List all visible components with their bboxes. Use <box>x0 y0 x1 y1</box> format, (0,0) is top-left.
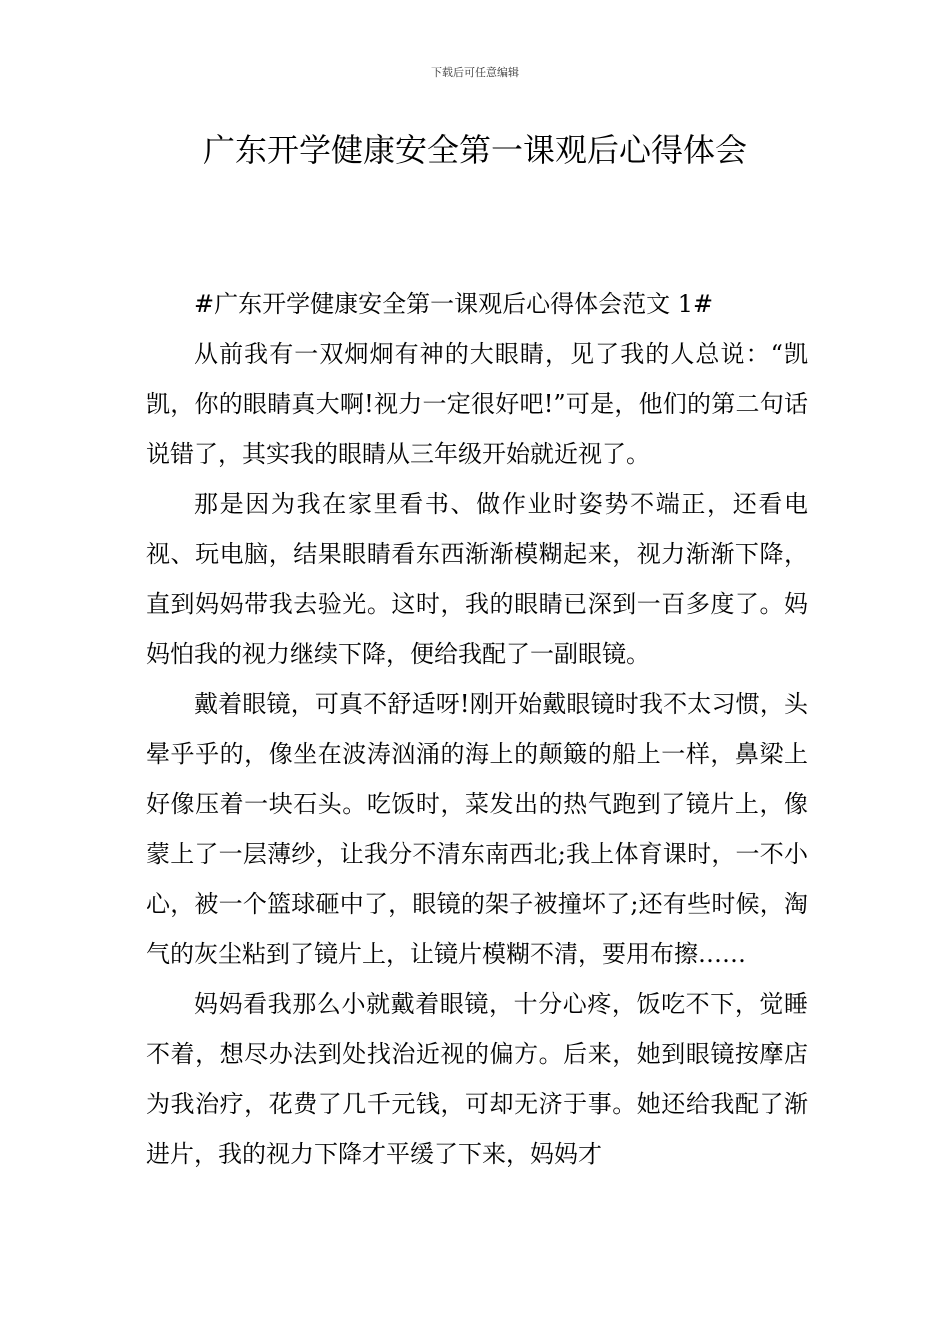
paragraph: 妈妈看我那么小就戴着眼镜，十分心疼，饭吃不下，觉睡不着，想尽办法到处找治近视的偏方。后来，她到眼镜按摩店为我治疗，花费了几千元钱，可却无济于事。她还给我配了渐进片，我的视力下降才平缓了下来，妈妈才 <box>146 990 808 1168</box>
paragraph: 那是因为我在家里看书、做作业时姿势不端正，还看电视、玩电脑，结果眼睛看东西渐渐模糊起来，视力渐渐下降，直到妈妈带我去验光。这时，我的眼睛已深到一百多度了。妈妈怕我的视力继续下降，便给我配了一副眼镜。 <box>146 490 808 668</box>
paragraph: 从前我有一双炯炯有神的大眼睛，见了我的人总说：“凯凯，你的眼睛真大啊!视力一定很好吧!”可是，他们的第二句话说错了，其实我的眼睛从三年级开始就近视了。 <box>146 340 808 468</box>
document-title: 广东开学健康安全第一课观后心得体会 <box>202 131 747 169</box>
document-body <box>146 279 808 1179</box>
section-heading: #广东开学健康安全第一课观后心得体会范文 1# <box>194 290 714 318</box>
header-note: 下载后可任意编辑 <box>431 66 519 79</box>
paragraph: 戴着眼镜，可真不舒适呀!刚开始戴眼镜时我不太习惯，头晕乎乎的，像坐在波涛汹涌的海上的颠簸的船上一样，鼻梁上好像压着一块石头。吃饭时，菜发出的热气跑到了镜片上，像蒙上了一层薄纱，让我分不清东南西北;我上体育课时，一不小心，被一个篮球砸中了，眼镜的架子被撞坏了;还有些时候，淘气的灰尘粘到了镜片上，让镜片模糊不清，要用布擦…… <box>146 690 808 968</box>
